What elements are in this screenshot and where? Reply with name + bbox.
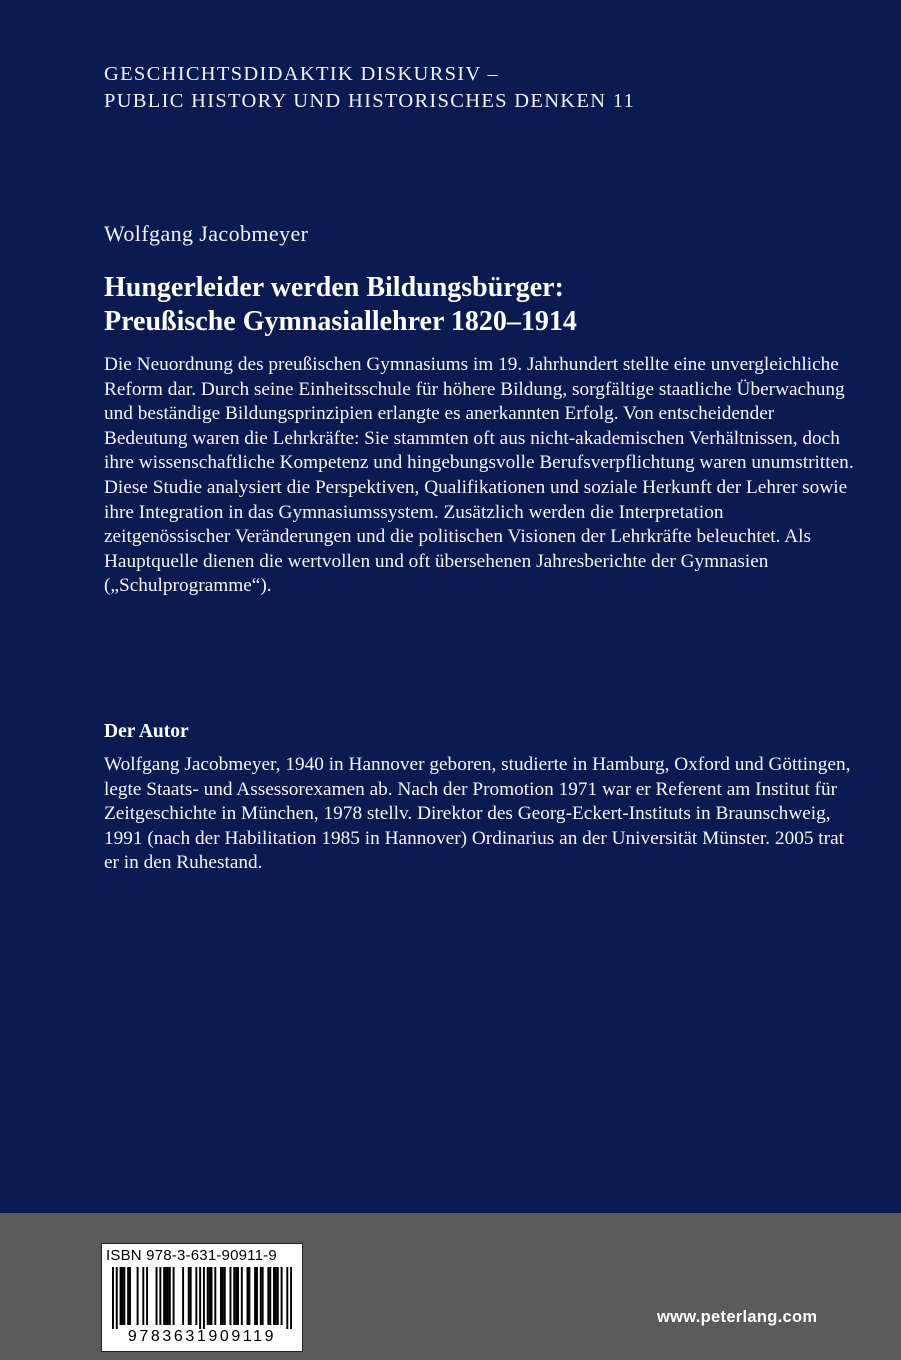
author-name: Wolfgang Jacobmeyer: [104, 221, 309, 246]
barcode-bar: [275, 1267, 277, 1325]
isbn-label: ISBN 978-3-631-90911-9: [106, 1247, 277, 1264]
barcode-bar: [142, 1267, 144, 1325]
barcode-bar: [262, 1267, 264, 1325]
barcode-bar: [229, 1267, 231, 1325]
barcode-bar: [269, 1267, 271, 1325]
barcode-bar: [286, 1267, 288, 1329]
barcode-bar: [182, 1267, 184, 1325]
barcode-bar: [207, 1267, 209, 1325]
about-author-heading: Der Autor: [104, 721, 189, 742]
barcode-bar: [169, 1267, 171, 1325]
barcode-bar: [129, 1267, 131, 1325]
barcode-bar: [195, 1267, 197, 1325]
barcode-bar: [211, 1267, 213, 1325]
barcode-bar: [237, 1267, 239, 1325]
barcode-bar: [235, 1267, 237, 1325]
barcode-bar: [290, 1267, 292, 1329]
barcode-bar: [173, 1267, 175, 1325]
ean-digits: 9783631909119: [127, 1328, 277, 1345]
barcode-bar: [209, 1267, 211, 1325]
series-line-2: PUBLIC HISTORY UND HISTORISCHES DENKEN 11: [104, 90, 636, 112]
barcode-bar: [241, 1267, 243, 1325]
barcode-bar: [222, 1267, 224, 1325]
barcode-bar: [220, 1267, 222, 1325]
isbn-barcode: [101, 1243, 303, 1352]
barcode-bar: [116, 1267, 118, 1329]
title-line-2: Preußische Gymnasiallehrer 1820–1914: [104, 306, 577, 337]
barcode-bar: [233, 1267, 235, 1325]
series-line-1: GESCHICHTSDIDAKTIK DISKURSIV –: [104, 63, 500, 85]
barcode-bar: [281, 1267, 283, 1325]
barcode-bar: [156, 1267, 158, 1325]
barcode-bar: [203, 1267, 205, 1329]
barcode-bar: [163, 1267, 165, 1325]
barcode-bar: [146, 1267, 148, 1325]
barcode-bar: [167, 1267, 169, 1325]
barcode-bars: [112, 1267, 292, 1329]
barcode-bar: [254, 1267, 256, 1325]
barcode-bar: [273, 1267, 275, 1325]
barcode-bar: [159, 1267, 161, 1325]
barcode-bar: [224, 1267, 226, 1325]
barcode-bar: [123, 1267, 125, 1325]
barcode-bar: [127, 1267, 129, 1325]
barcode-bar: [199, 1267, 201, 1329]
barcode-bar: [188, 1267, 190, 1325]
barcode-bar: [267, 1267, 269, 1325]
barcode-bar: [190, 1267, 192, 1325]
barcode-bar: [214, 1267, 216, 1325]
barcode-bar: [137, 1267, 139, 1325]
barcode-bar: [165, 1267, 167, 1325]
barcode-bar: [256, 1267, 258, 1325]
book-blurb: Die Neuordnung des preußischen Gymnasiums im 19. Jahrhundert stellte eine unvergleichliche Reform dar. Durch seine Einheitsschule für höhere Bildung, sorgfältige staatliche Überwachung und beständige Bildungsprinzipien erlangte es anerkannten Erfolg. Von entscheidender Bedeutung waren die Lehrkräfte: Sie stammten oft aus nicht-akademischen Verhältnissen, doch ihre wissenschaftliche Kompetenz und hingebungsvolle Berufsverpflichtung waren unumstritten. Diese Studie analysiert die Perspektiven, Qualifikationen und soziale Herkunft der Lehrer sowie ihre Integration in das Gymnasiumssystem. Zusätzlich werden die Interpretation zeitgenössischer Veränderungen und die politischen Visionen der Lehrkräfte beleuchtet. Als Hauptquelle dienen die wertvollen und oft übersehenen Jahresberichte der Gymnasien („Schulprogramme“).: [104, 354, 854, 597]
book-title: [104, 271, 577, 339]
barcode-bar: [120, 1267, 122, 1325]
barcode-bar: [260, 1267, 262, 1325]
title-line-1: Hungerleider werden Bildungsbürger:: [104, 272, 564, 303]
about-author-text: Wolfgang Jacobmeyer, 1940 in Hannover geboren, studierte in Hamburg, Oxford und Göttingen, legte Staats- und Assessorexamen ab. Nach der Promotion 1971 war er Referent am Institut für Zeitgeschichte in München, 1978 stellv. Direktor des Georg-Eckert-Instituts in Braunschweig, 1991 (nach der Habilitation 1985 in Hannover) Ordinarius an der Universität Münster. 2005 trat er in den Ruhestand.: [104, 754, 851, 874]
barcode-bar: [247, 1267, 249, 1325]
barcode-bar: [248, 1267, 250, 1325]
barcode-bar: [121, 1267, 123, 1325]
series-title: [104, 61, 635, 115]
publisher-website: www.peterlang.com: [657, 1308, 818, 1326]
barcode-bar: [277, 1267, 279, 1325]
barcode-bar: [112, 1267, 114, 1329]
